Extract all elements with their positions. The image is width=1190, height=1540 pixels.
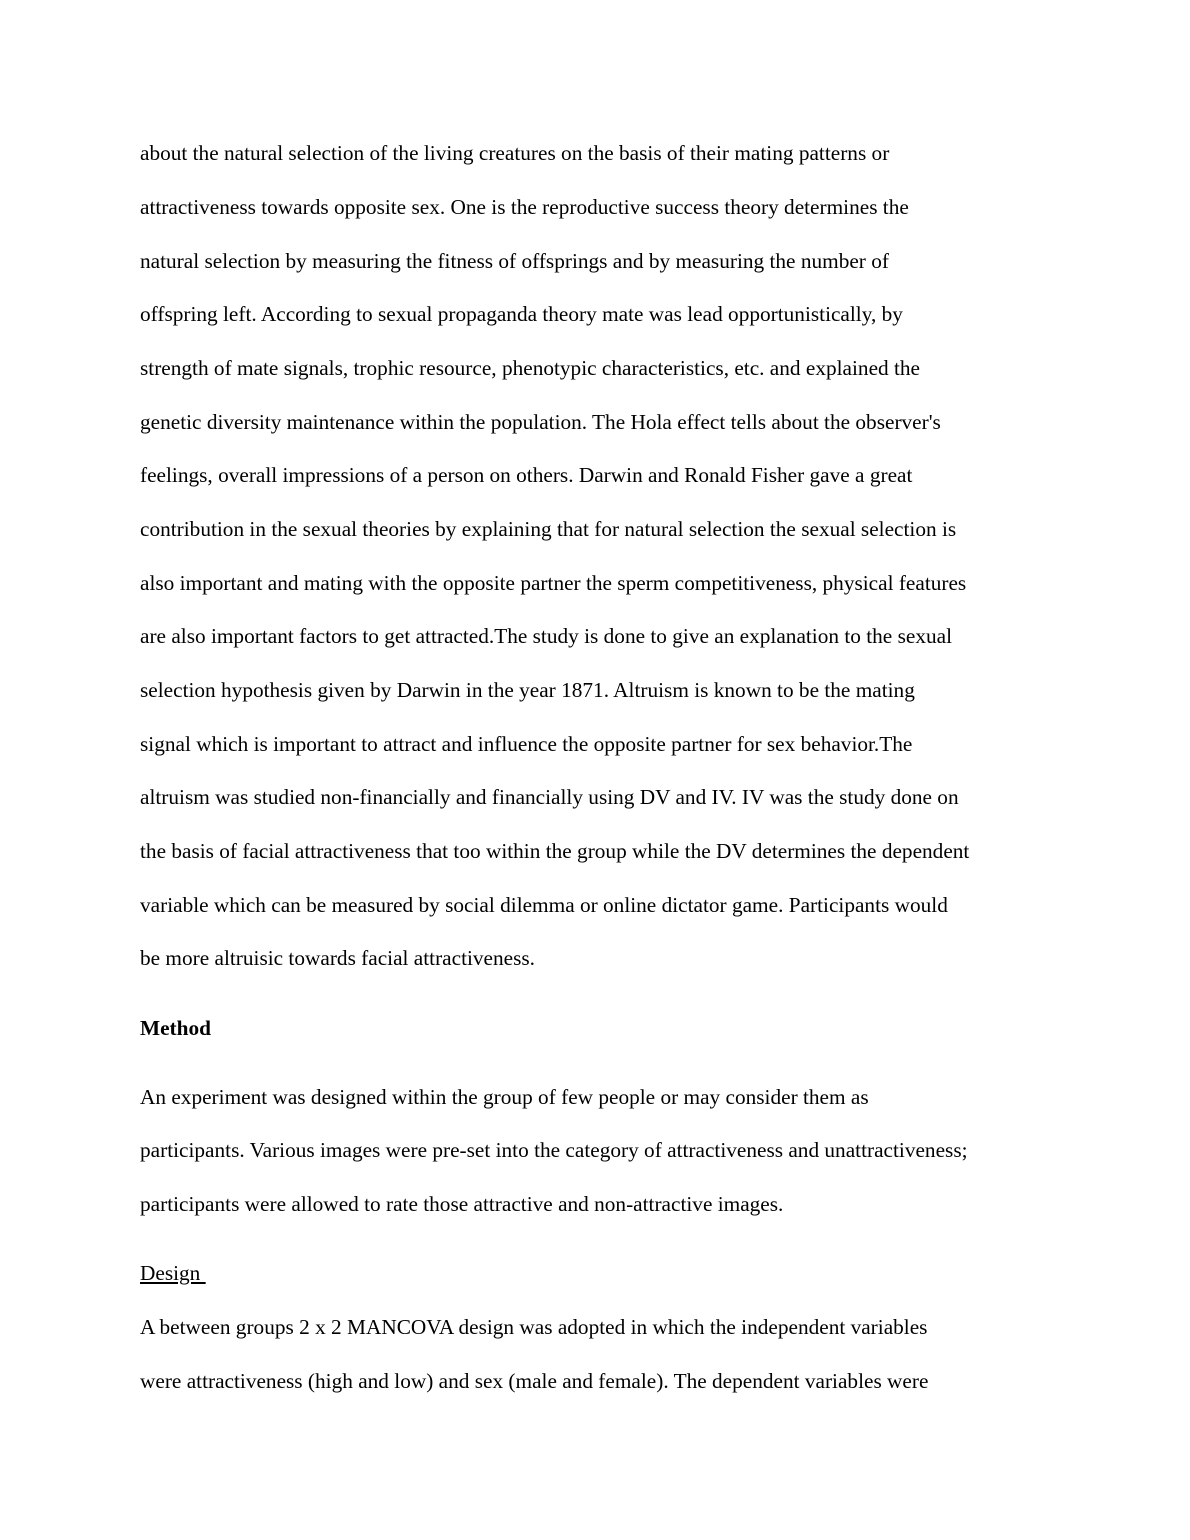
text-line: genetic diversity maintenance within the population. The Hola effect tells about the observer's xyxy=(140,410,941,434)
text-line: variable which can be measured by social dilemma or online dictator game. Participants would xyxy=(140,893,948,917)
text-line: A between groups 2 x 2 MANCOVA design was adopted in which the independent variables xyxy=(140,1315,928,1339)
design-heading: Design xyxy=(140,1261,206,1285)
text-line: participants. Various images were pre-set into the category of attractiveness and unattractiveness; xyxy=(140,1138,968,1162)
text-line: attractiveness towards opposite sex. One is the reproductive success theory determines the xyxy=(140,195,909,219)
text-line: selection hypothesis given by Darwin in the year 1871. Altruism is known to be the mating xyxy=(140,678,915,702)
text-line: strength of mate signals, trophic resource, phenotypic characteristics, etc. and explained the xyxy=(140,356,921,380)
text-line: An experiment was designed within the group of few people or may consider them as xyxy=(140,1085,869,1109)
text-line: be more altruisic towards facial attractiveness. xyxy=(140,946,536,970)
text-line: contribution in the sexual theories by explaining that for natural selection the sexual selection is xyxy=(140,517,957,541)
text-line: about the natural selection of the living creatures on the basis of their mating patterns or xyxy=(140,141,890,165)
text-line: were attractiveness (high and low) and sex (male and female). The dependent variables were xyxy=(140,1369,929,1393)
text-line: natural selection by measuring the fitness of offsprings and by measuring the number of xyxy=(140,249,889,273)
text-line: are also important factors to get attracted.The study is done to give an explanation to the sexual xyxy=(140,624,952,648)
text-line: altruism was studied non-financially and financially using DV and IV. IV was the study done on xyxy=(140,785,959,809)
text-line: feelings, overall impressions of a person on others. Darwin and Ronald Fisher gave a great xyxy=(140,463,913,487)
text-line: participants were allowed to rate those attractive and non-attractive images. xyxy=(140,1192,784,1216)
text-line: signal which is important to attract and influence the opposite partner for sex behavior.The xyxy=(140,732,913,756)
text-line: also important and mating with the opposite partner the sperm competitiveness, physical features xyxy=(140,571,967,595)
method-heading: Method xyxy=(140,1016,211,1040)
text-line: offspring left. According to sexual propaganda theory mate was lead opportunistically, by xyxy=(140,302,903,326)
text-line: the basis of facial attractiveness that too within the group while the DV determines the dependent xyxy=(140,839,970,863)
